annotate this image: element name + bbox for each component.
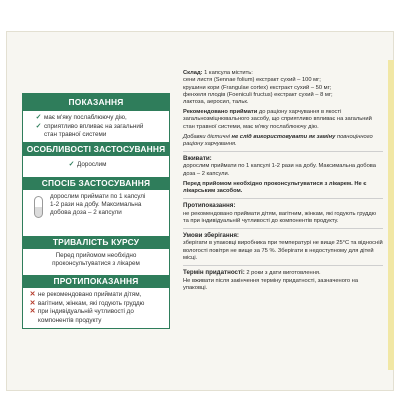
check-icon: ✓ (35, 122, 42, 130)
umovy-block: Умови зберігання: зберігати в упаковці виробника при температурі не вище 25°С та відносній вологості повітря не вище за 75 %. Зберігати в недоступному для дітей місці. (183, 232, 383, 262)
capsule-icon (34, 196, 43, 218)
pokazannya-header: ПОКАЗАННЯ (23, 94, 169, 111)
background-top (0, 0, 400, 31)
proty-item: ✕ не рекомендовано приймати дітям, (29, 291, 142, 298)
proty-item-cont: компонентів продукту (38, 316, 102, 324)
pokazannya-item: ✓ сприятливо впливає на загальний (35, 122, 144, 130)
check-icon: ✓ (35, 114, 42, 121)
tryvalist-header: ТРИВАЛІСТЬ КУРСУ (23, 236, 169, 249)
pokazannya-item-cont: стан травної системи (44, 131, 107, 138)
dobavky-block: Добавки дієтичні не слід використовувати як заміну повноцінного раціону харчування. (183, 133, 373, 147)
osoblyvosti-item: ✓ Дорослим (68, 161, 107, 168)
sposib-text: дорослим приймати по 1 капсулі 1-2 рази на добу. Максимальна добова доза – 2 капсули (50, 193, 146, 217)
vzhyvaty-block: Вживати: дорослим приймати по 1 капсулі 1-2 рази на добу. Максимальна добова доза – 2 капсули. (183, 155, 376, 177)
osoblyvosti-header: ОСОБЛИВОСТІ ЗАСТОСУВАННЯ (23, 142, 169, 156)
info-panel (22, 93, 170, 329)
composition-text (183, 70, 383, 295)
divider (183, 265, 383, 266)
proty-item: ✕ вагітним, жінкам, які годують груддю (29, 299, 145, 307)
tryvalist-text: Перед прийомом необхідно проконсультуватися з лікарем (52, 252, 140, 268)
termin-block: Термін придатності: 2 роки з дати виготовлення. Не вживати після закінчення терміну придатності, зазначеного на упаковці. (183, 269, 359, 291)
cross-icon: ✕ (29, 291, 36, 298)
divider (183, 198, 383, 199)
sklad-block: Склад: 1 капсула містить: сени листя (Sennae folium) екстракт сухий – 100 мг; крушини кори (Frangulae cortex) екстракт сухий – 50 мг; фенхеля плодів (Foeniculi fructus) екстракт сухий – 8 мг; лактоза, аеросил, тальк. (183, 70, 333, 106)
check-icon: ✓ (68, 161, 75, 168)
rekom-block: Рекомендовано приймати до раціону харчування в якості загальнозміцнювального засобу, що сприятливо впливає на загальний стан травної системи, має м'яку послаблюючу дію. (183, 109, 372, 130)
sposib-header: СПОСІБ ЗАСТОСУВАННЯ (23, 177, 169, 190)
cross-icon: ✕ (29, 308, 36, 315)
pokazannya-item: ✓ має м'яку послаблюючу дію, (35, 114, 127, 121)
package-side-flap (388, 60, 394, 370)
proty-block: Протипоказання: не рекомендовано приймати дітям, вагітним, жінкам, які годують груддю та при індивідуальній чутливості до компонентів продукту. (183, 202, 377, 224)
divider (183, 151, 383, 152)
pered-block: Перед прийомом необхідно проконсультуватися з лікарем. Не є лікарським засобом. (183, 180, 367, 194)
divider (183, 228, 383, 229)
cross-icon: ✕ (29, 299, 36, 307)
proty-header: ПРОТИПОКАЗАННЯ (23, 275, 169, 288)
proty-item: ✕ при індивідуальній чутливості до (29, 308, 134, 315)
